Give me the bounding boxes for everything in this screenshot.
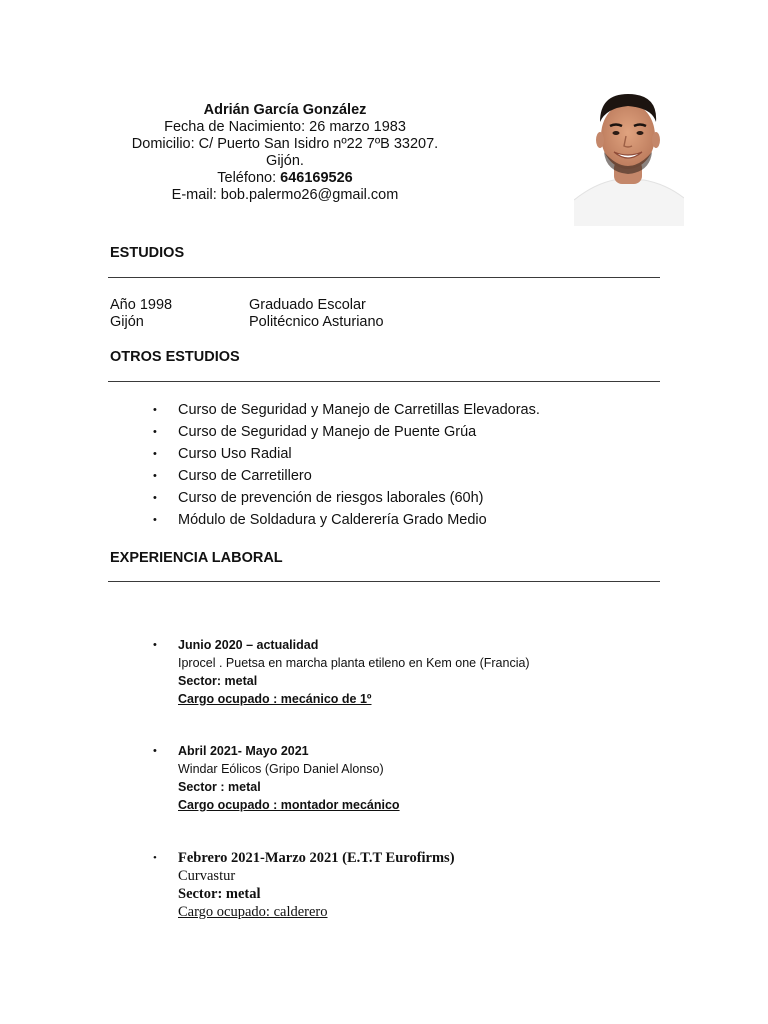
study-row — [110, 297, 366, 313]
study-year: Año 1998 — [110, 297, 173, 313]
job-position: Cargo ocupado: calderero — [178, 904, 328, 920]
section-divider — [108, 277, 660, 278]
full-name: Adrián García González — [203, 102, 367, 118]
city: Gijón. — [266, 153, 304, 169]
job-sector: Sector: metal — [178, 886, 261, 902]
job-company: Curvastur — [178, 868, 236, 884]
job-position: Cargo ocupado : mecánico de 1º — [178, 692, 372, 706]
job-entry — [150, 849, 455, 921]
section-divider — [108, 381, 660, 382]
job-date: Junio 2020 – actualidad — [178, 638, 319, 652]
bullet: • — [153, 745, 157, 757]
email: E-mail: bob.palermo26@gmail.com — [171, 187, 399, 203]
phone-label: Teléfono: — [217, 170, 281, 186]
job-position: Cargo ocupado : montador mecánico — [178, 798, 400, 812]
study-school: Politécnico Asturiano — [249, 314, 384, 330]
phone-number: 646169526 — [280, 170, 353, 186]
job-date: Febrero 2021-Marzo 2021 (E.T.T Eurofirms) — [178, 850, 455, 866]
section-title-estudios: ESTUDIOS — [110, 245, 185, 261]
job-entry — [150, 742, 400, 814]
job-sector: Sector : metal — [178, 780, 261, 794]
section-title-experiencia: EXPERIENCIA LABORAL — [110, 550, 283, 566]
birth-date: Fecha de Nacimiento: 26 marzo 1983 — [164, 119, 406, 135]
study-title: Graduado Escolar — [249, 297, 366, 313]
profile-photo — [574, 88, 684, 226]
job-sector: Sector: metal — [178, 674, 258, 688]
study-place: Gijón — [110, 314, 144, 330]
list-item: • Curso de prevención de riesgos laborales (60h) — [150, 488, 540, 510]
section-divider — [108, 581, 660, 582]
list-item: • Curso de Seguridad y Manejo de Carretillas Elevadoras. — [150, 400, 540, 422]
contact-header — [110, 102, 460, 204]
courses-list — [150, 400, 540, 532]
list-item: • Curso de Carretillero — [150, 466, 540, 488]
job-entry — [150, 636, 530, 708]
bullet: • — [153, 852, 157, 864]
study-row — [110, 314, 384, 330]
bullet: • — [153, 639, 157, 651]
job-company: Iprocel . Puetsa en marcha planta etileno en Kem one (Francia) — [178, 656, 530, 670]
list-item: • Módulo de Soldadura y Calderería Grado Medio — [150, 510, 540, 532]
address: Domicilio: C/ Puerto San Isidro nº22 7ºB 33207. — [131, 136, 439, 152]
list-item: • Curso Uso Radial — [150, 444, 540, 466]
job-company: Windar Eólicos (Gripo Daniel Alonso) — [178, 762, 384, 776]
list-item: • Curso de Seguridad y Manejo de Puente Grúa — [150, 422, 540, 444]
section-title-otros-estudios: OTROS ESTUDIOS — [110, 349, 240, 365]
phone-line — [110, 170, 460, 187]
job-date: Abril 2021- Mayo 2021 — [178, 744, 309, 758]
